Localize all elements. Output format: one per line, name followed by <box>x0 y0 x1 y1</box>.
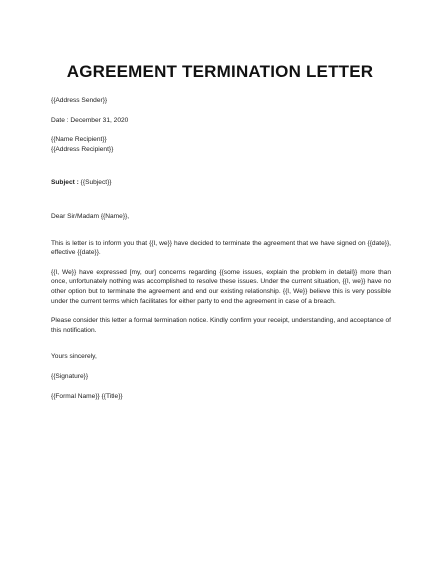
subject-line <box>51 178 391 188</box>
paragraph-1: This is letter is to inform you that {{I, we}} have decided to terminate the agreement that we have signed on {{date}}, effective {{date}}. <box>51 239 391 257</box>
salutation: Dear Sir/Madam {{Name}}, <box>51 212 130 220</box>
signature: {{Signature}} <box>51 372 89 380</box>
paragraph-2: {{I, We}} have expressed [my, our] concerns regarding {{some issues, explain the problem in detail}} more than once, unfortunately nothing was accomplished to resolve these issues. Under the current situation, {{I, we}} have no other option but to terminate the agreement and end our existing relationship. {{I, We}} believe this is very possible under the current terms which facilitates for either party to end the agreement in case of a breach. <box>51 268 391 305</box>
paragraph-3: Please consider this letter a formal termination notice. Kindly confirm your receipt, understanding, and acceptance of this notification. <box>51 317 391 334</box>
address-sender: {{Address Sender}} <box>51 97 108 104</box>
name-recipient: {{Name Recipient}} <box>51 136 107 144</box>
letter-body <box>51 96 391 401</box>
formal-name: {{Formal Name}} {{Title}} <box>51 392 123 400</box>
date-line: Date : December 31, 2020 <box>51 116 129 124</box>
address-recipient: {{Address Recipient}} <box>51 145 114 153</box>
closing: Yours sincerely, <box>51 353 97 361</box>
subject-value: {{Subject}} <box>78 179 112 187</box>
subject-label: Subject : <box>51 179 79 187</box>
letter-title: AGREEMENT TERMINATION LETTER <box>66 62 374 81</box>
